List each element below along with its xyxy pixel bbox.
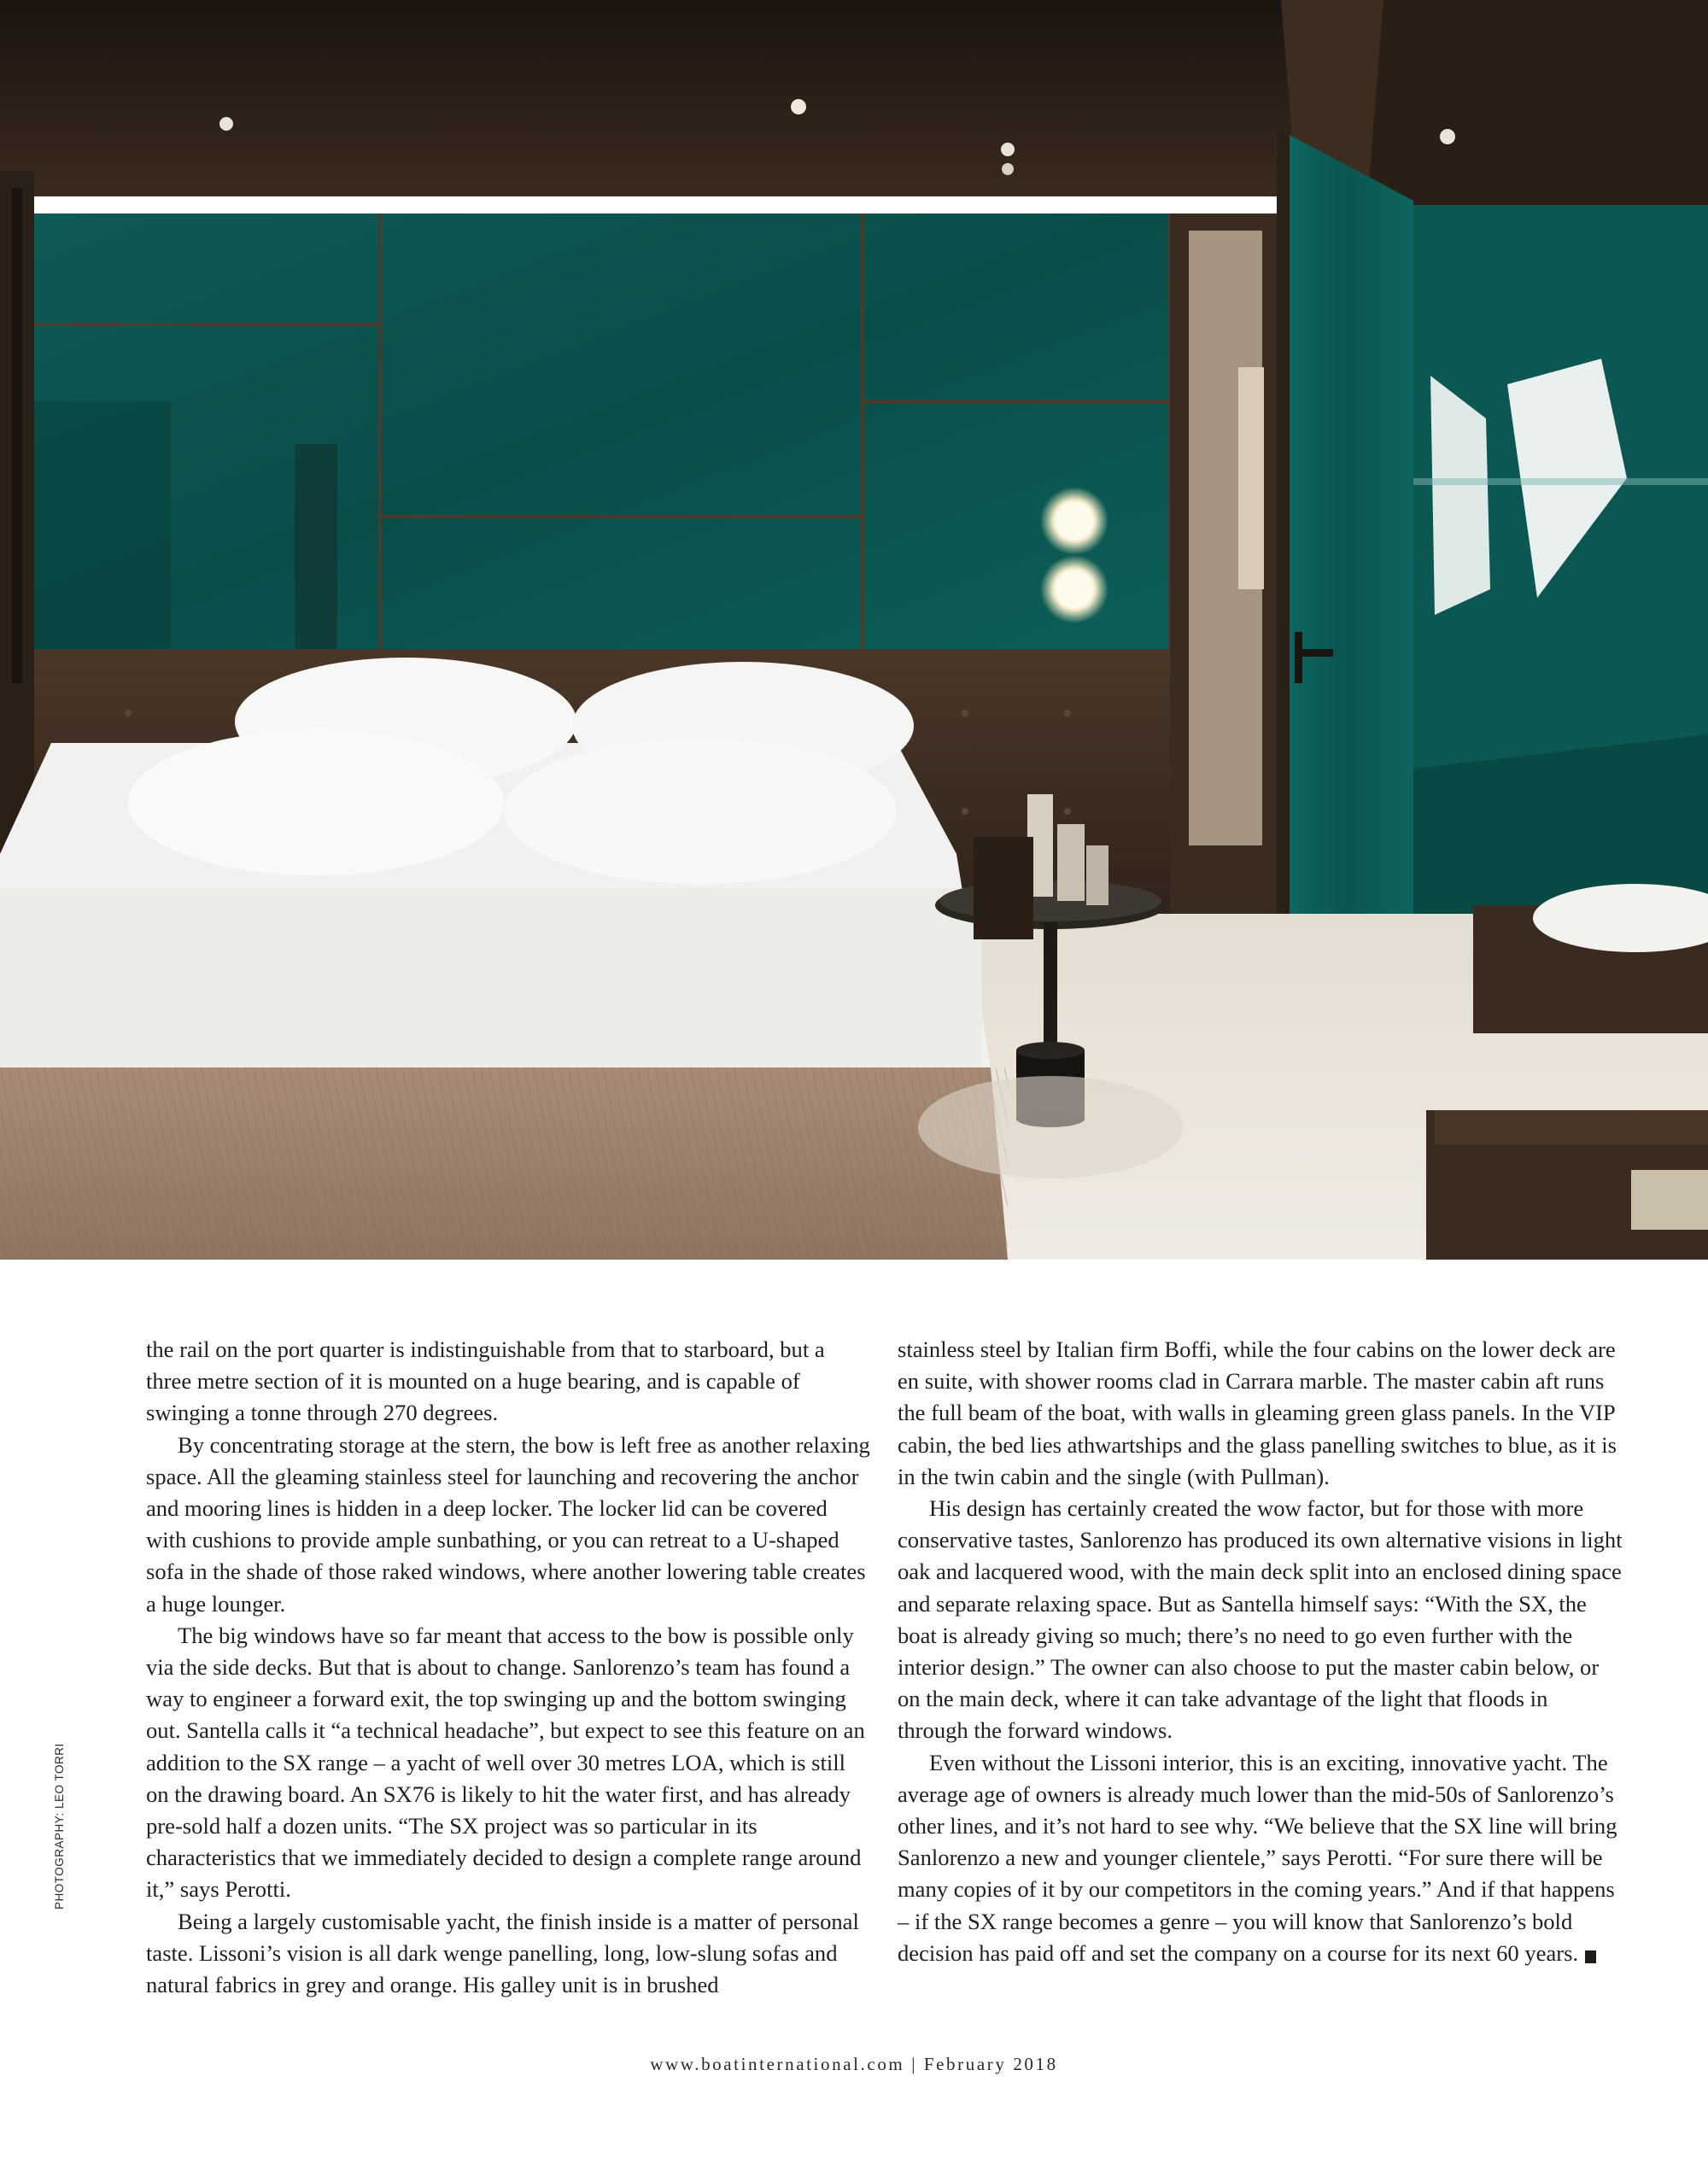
page-folio: www.boatinternational.com | February 2018 xyxy=(650,2054,1058,2074)
article-column-left xyxy=(146,1334,872,2001)
paragraph: Being a largely customisable yacht, the finish inside is a matter of personal taste. Lissoni’s vision is all dark wenge panelling, long, low-slung sofas and natural fabrics in grey and orange. His galley unit is in brushed xyxy=(146,1908,859,1998)
paragraph: stainless steel by Italian firm Boffi, while the four cabins on the lower deck are en suite, with shower rooms clad in Carrara marble. The master cabin aft runs the full beam of the boat, with walls in gleaming green glass panels. In the VIP cabin, the bed lies athwartships and the glass panelling switches to blue, as it is in the twin cabin and the single (with Pullman). xyxy=(898,1336,1617,1489)
paragraph: the rail on the port quarter is indistinguishable from that to starboard, but a three metre section of it is mounted on a huge bearing, and is capable of swinging a tonne through 270 degrees. xyxy=(146,1336,825,1426)
paragraph: The big windows have so far meant that access to the bow is possible only via the side decks. But that is about to change. Sanlorenzo’s team has found a way to engineer a forward exit, the top swinging up and the bottom swinging out. Santella calls it “a technical headache”, but expect to see this feature on an addition to the SX range – a yacht of well over 30 metres LOA, which is still on the drawing board. An SX76 is likely to hit the water first, and has already pre-sold half a dozen units. “The SX project was so particular in its characteristics that we immediately decided to design a complete range around it,” says Perotti. xyxy=(146,1622,865,1903)
photo-credit: PHOTOGRAPHY: LEO TORRI xyxy=(53,1743,66,1909)
paragraph: By concentrating storage at the stern, the bow is left free as another relaxing space. All the gleaming stainless steel for launching and recovering the anchor and mooring lines is hidden in a deep locker. The locker lid can be covered with cushions to provide ample sunbathing, or you can retreat to a U-shaped sofa in the shade of those raked windows, where another lowering table creates a huge lounger. xyxy=(146,1431,870,1617)
end-mark-icon: B xyxy=(1585,1950,1596,1963)
article-column-right xyxy=(898,1334,1623,1969)
last-paragraph xyxy=(898,1747,1623,1969)
paragraph: His design has certainly created the wow factor, but for those with more conservative tastes, Sanlorenzo has produced its own alternative visions in light oak and lacquered wood, with the main deck split into an enclosed dining space and separate relaxing space. But as Santella himself says: “With the SX, the boat is already giving so much; there’s no need to go even further with the interior design.” The owner can also choose to put the master cabin below, or on the main deck, where it can take advantage of the light that floods in through the forward windows. xyxy=(898,1495,1623,1744)
paragraph-text: Even without the Lissoni interior, this is an exciting, innovative yacht. The average age of owners is already much lower than the mid-50s of Sanlorenzo’s other lines, and it’s not hard to see why. “We believe that the SX line will bring Sanlorenzo a new and younger clientele,” says Perotti. “For sure there will be many copies of it by our competitors in the coming years.” And if that happens – if the SX range becomes a genre – you will know that Sanlorenzo’s bold decision has paid off and set the company on a course for its next 60 years. xyxy=(898,1749,1617,1966)
